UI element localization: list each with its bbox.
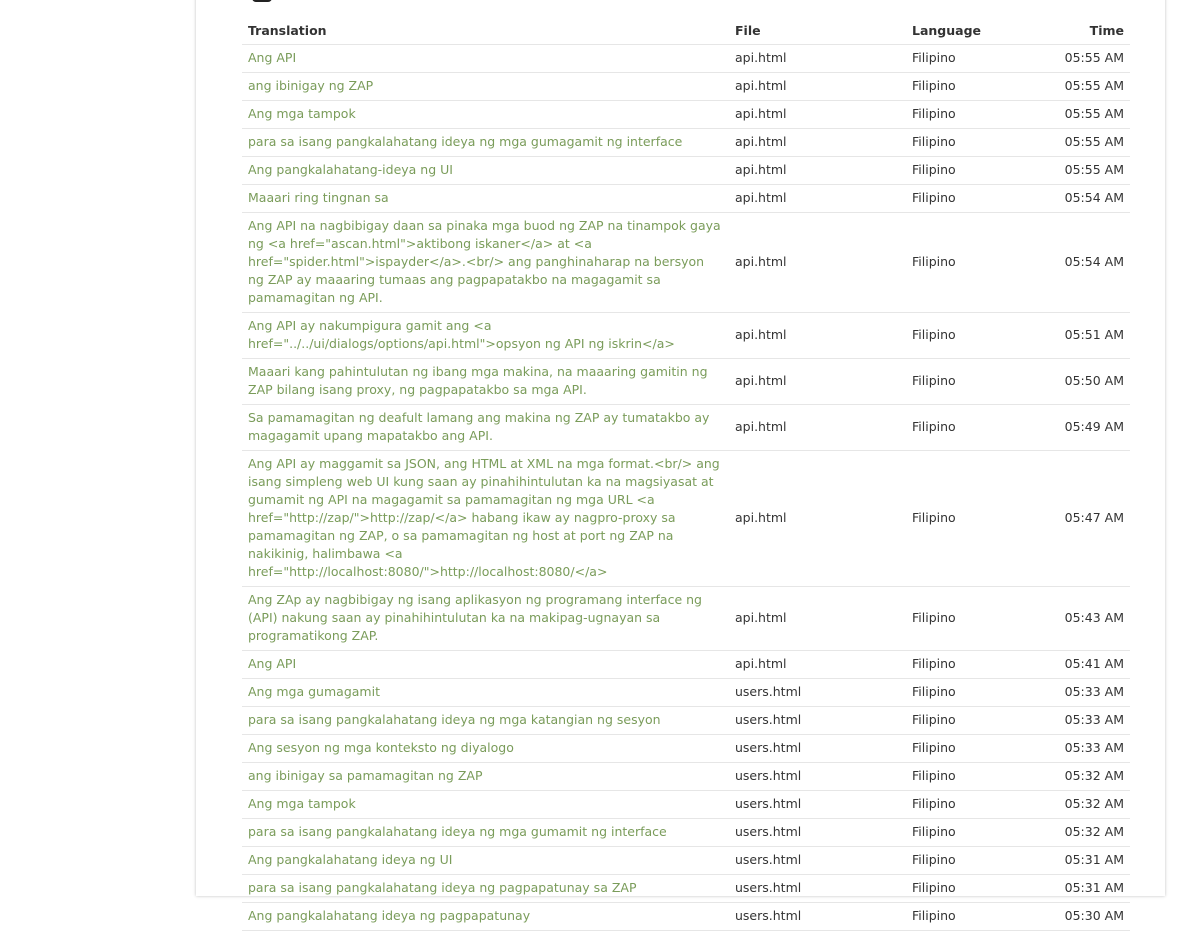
translation-link[interactable]: para sa isang pangkalahatang ideya ng mga gumamit ng interface [248,824,667,839]
translation-link[interactable]: Ang pangkalahatang ideya ng pagpapatunay [248,908,531,923]
column-header-translation[interactable]: Translation [242,18,729,45]
translation-link[interactable]: Ang API [248,656,297,671]
translation-link[interactable]: para sa isang pangkalahatang ideya ng mga gumagamit ng interface [248,134,683,149]
file-cell: api.html [729,651,906,679]
translation-link[interactable]: Ang ZAp ay nagbibigay ng isang aplikasyon ng programang interface ng (API) nakung saan ay pinahihintulutan ka na makipag-ugnayan sa programatikong ZAP. [248,592,702,643]
language-cell: Filipino [906,359,1036,405]
translation-cell [242,45,729,73]
translation-link[interactable]: Ang mga tampok [248,796,356,811]
time-cell: 05:41 AM [1036,651,1130,679]
file-cell: users.html [729,707,906,735]
translation-cell [242,847,729,875]
translation-link[interactable]: Ang pangkalahatang ideya ng UI [248,852,453,867]
table-row [242,185,1130,213]
file-cell: api.html [729,185,906,213]
language-cell: Filipino [906,763,1036,791]
time-cell: 05:33 AM [1036,679,1130,707]
file-cell: api.html [729,101,906,129]
file-cell: api.html [729,157,906,185]
language-cell: Filipino [906,903,1036,931]
translation-cell [242,707,729,735]
translation-link[interactable]: para sa isang pangkalahatang ideya ng mga katangian ng sesyon [248,712,661,727]
translation-cell [242,129,729,157]
time-cell: 05:43 AM [1036,587,1130,651]
language-cell: Filipino [906,735,1036,763]
language-cell: Filipino [906,185,1036,213]
time-cell: 05:55 AM [1036,129,1130,157]
column-header-time[interactable]: Time [1036,18,1130,45]
table-row [242,45,1130,73]
time-cell: 05:55 AM [1036,157,1130,185]
time-cell: 05:30 AM [1036,903,1130,931]
time-cell: 05:33 AM [1036,707,1130,735]
language-cell: Filipino [906,101,1036,129]
translation-link[interactable]: ang ibinigay sa pamamagitan ng ZAP [248,768,483,783]
time-cell: 05:50 AM [1036,359,1130,405]
translation-link[interactable]: Ang mga tampok [248,106,356,121]
file-cell: api.html [729,73,906,101]
table-row [242,819,1130,847]
language-cell: Filipino [906,451,1036,587]
file-cell: api.html [729,213,906,313]
translation-cell [242,313,729,359]
time-cell: 05:32 AM [1036,819,1130,847]
time-cell: 05:55 AM [1036,101,1130,129]
language-cell: Filipino [906,73,1036,101]
file-cell: users.html [729,735,906,763]
language-cell: Filipino [906,651,1036,679]
language-cell: Filipino [906,45,1036,73]
translation-cell [242,101,729,129]
translation-link[interactable]: Ang API ay nakumpigura gamit ang <a href="../../ui/dialogs/options/api.html">opsyon ng API ng iskrin</a> [248,318,675,351]
translation-link[interactable]: Ang sesyon ng mga konteksto ng diyalogo [248,740,514,755]
toolbar-icon[interactable] [252,0,272,2]
table-row [242,679,1130,707]
table-row [242,451,1130,587]
table-row [242,405,1130,451]
table-row [242,791,1130,819]
translation-cell [242,213,729,313]
time-cell: 05:55 AM [1036,73,1130,101]
table-row [242,587,1130,651]
file-cell: users.html [729,847,906,875]
table-row [242,157,1130,185]
table-row [242,101,1130,129]
translation-link[interactable]: ang ibinigay ng ZAP [248,78,374,93]
table-row [242,129,1130,157]
table-row [242,903,1130,931]
table-row [242,707,1130,735]
file-cell: users.html [729,791,906,819]
translation-cell [242,587,729,651]
language-cell: Filipino [906,679,1036,707]
file-cell: api.html [729,129,906,157]
translation-link[interactable]: Ang API [248,50,297,65]
file-cell: api.html [729,405,906,451]
translation-cell [242,73,729,101]
translation-cell [242,819,729,847]
translation-cell [242,359,729,405]
file-cell: api.html [729,359,906,405]
translation-cell [242,651,729,679]
table-header-row [242,18,1130,45]
language-cell: Filipino [906,587,1036,651]
file-cell: api.html [729,313,906,359]
language-cell: Filipino [906,405,1036,451]
translation-link[interactable]: Ang API ay maggamit sa JSON, ang HTML at XML na mga format.<br/> ang isang simpleng web UI kung saan ay pinahihintulutan ka na magsiyasat at gumamit ng API na magagamit sa pamamagitan ng mga URL <a href="http://zap/">http://zap/</a> habang ikaw ay nagpro-proxy sa pamamagitan ng ZAP, o sa pamamagitan ng host at port ng ZAP na nakikinig, halimbawa <a href="http://localhost:8080/">http://localhost:8080/</a> [248,456,720,579]
table-row [242,847,1130,875]
file-cell: api.html [729,451,906,587]
file-cell: users.html [729,679,906,707]
translation-cell [242,451,729,587]
translation-cell [242,903,729,931]
file-cell: users.html [729,763,906,791]
translation-link[interactable]: Maaari ring tingnan sa [248,190,389,205]
translation-cell [242,875,729,903]
translation-history-table [242,18,1130,931]
time-cell: 05:54 AM [1036,213,1130,313]
translation-link[interactable]: Ang API na nagbibigay daan sa pinaka mga buod ng ZAP na tinampok gaya ng <a href="ascan.html">aktibong iskaner</a> at <a href="spider.html">ispayder</a>.<br/> ang panghinaharap na bersyon ng ZAP ay maaaring tumaas ang pagpapatakbo na magagamit sa pamamagitan ng API. [248,218,721,305]
file-cell: users.html [729,875,906,903]
time-cell: 05:32 AM [1036,763,1130,791]
language-cell: Filipino [906,875,1036,903]
translation-cell [242,791,729,819]
time-cell: 05:47 AM [1036,451,1130,587]
translation-cell [242,679,729,707]
column-header-language[interactable]: Language [906,18,1036,45]
file-cell: users.html [729,903,906,931]
language-cell: Filipino [906,129,1036,157]
table-row [242,763,1130,791]
table-row [242,213,1130,313]
table-row [242,359,1130,405]
translation-link[interactable]: para sa isang pangkalahatang ideya ng pagpapatunay sa ZAP [248,880,637,895]
language-cell: Filipino [906,707,1036,735]
time-cell: 05:55 AM [1036,45,1130,73]
table-row [242,651,1130,679]
file-cell: api.html [729,587,906,651]
translation-cell [242,763,729,791]
translation-cell [242,185,729,213]
table-row [242,875,1130,903]
translation-link[interactable]: Maaari kang pahintulutan ng ibang mga makina, na maaaring gamitin ng ZAP bilang isang proxy, ng pagpapatakbo sa mga API. [248,364,708,397]
time-cell: 05:54 AM [1036,185,1130,213]
translation-link[interactable]: Sa pamamagitan ng deafult lamang ang makina ng ZAP ay tumatakbo ay magagamit upang mapatakbo ang API. [248,410,710,443]
language-cell: Filipino [906,157,1036,185]
translation-link[interactable]: Ang pangkalahatang-ideya ng UI [248,162,453,177]
language-cell: Filipino [906,847,1036,875]
translation-cell [242,157,729,185]
time-cell: 05:49 AM [1036,405,1130,451]
column-header-file[interactable]: File [729,18,906,45]
translation-link[interactable]: Ang mga gumagamit [248,684,380,699]
time-cell: 05:51 AM [1036,313,1130,359]
language-cell: Filipino [906,819,1036,847]
translation-cell [242,735,729,763]
table-row [242,313,1130,359]
time-cell: 05:32 AM [1036,791,1130,819]
file-cell: users.html [729,819,906,847]
table-row [242,73,1130,101]
table-body [242,45,1130,931]
translation-cell [242,405,729,451]
time-cell: 05:31 AM [1036,875,1130,903]
table-row [242,735,1130,763]
time-cell: 05:33 AM [1036,735,1130,763]
file-cell: api.html [729,45,906,73]
time-cell: 05:31 AM [1036,847,1130,875]
language-cell: Filipino [906,313,1036,359]
language-cell: Filipino [906,213,1036,313]
language-cell: Filipino [906,791,1036,819]
